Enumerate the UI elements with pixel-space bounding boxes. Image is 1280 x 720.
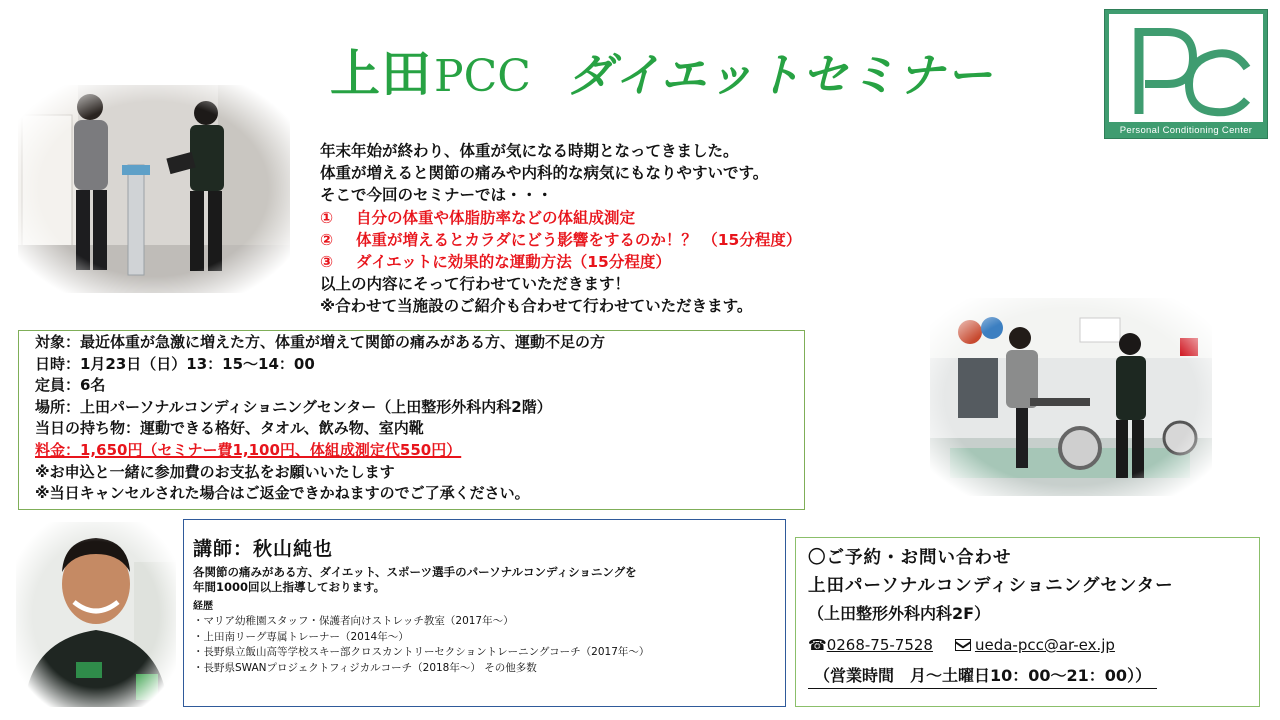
intro-line: 年末年始が終わり、体重が気になる時期となってきました。 [320, 142, 739, 160]
contact-email[interactable]: ueda-pcc@ar-ex.jp [974, 636, 1115, 654]
title-part3: ダイエットセミナー [566, 48, 994, 102]
detail-note-1: ※お申込と一緒に参加費のお支払をお願いいたします [35, 462, 395, 481]
photo-exercise-bike [930, 298, 1212, 496]
instructor-desc: 各関節の痛みがある方、ダイエット、スポーツ選手のパーソナルコンディショニングを 年間1000回以上指導しております。 [193, 565, 637, 594]
detail-fee: 料金：1,650円（セミナー費1,100円、体組成測定代550円） [35, 440, 462, 459]
contact-heading: 〇ご予約・お問い合わせ [808, 548, 1012, 568]
business-hours: （営業時間 月～土曜日10：00～21：00）） [808, 662, 1157, 689]
logo-emblem [1109, 14, 1263, 122]
contact-line [808, 632, 1259, 658]
page-title [330, 34, 994, 104]
intro-line: そこで今回のセミナーでは・・・ [320, 186, 553, 205]
detail-capacity: 定員：6名 [35, 376, 106, 395]
intro-item-1: ① 自分の体重や体脂肪率などの体組成測定 [320, 208, 636, 227]
detail-target: 対象：最近体重が急激に増えた方、体重が増えて関節の痛みがある方、運動不足の方 [35, 333, 606, 351]
pcc-logo [1104, 9, 1268, 139]
contact-phone[interactable]: 0268-75-7528 [826, 636, 933, 654]
career-item: ・上田南リーグ専属トレーナー（2014年～） [193, 630, 409, 643]
contact-center-name: 上田パーソナルコンディショニングセンター [808, 576, 1174, 596]
logo-letters-graphic [1109, 14, 1263, 122]
detail-place: 場所：上田パーソナルコンディショニングセンター（上田整形外科内科2階） [35, 397, 552, 416]
instructor-name: 講師：秋山純也 [193, 538, 334, 560]
career-item: ・マリア幼稚園スタッフ・保護者向けストレッチ教室（2017年～） [193, 615, 514, 627]
detail-note-2: ※当日キャンセルされた場合はご返金できかねますのでご了承ください。 [35, 484, 530, 503]
career-list [193, 614, 785, 676]
photo-body-composition-measurement [18, 85, 290, 293]
phone-icon: ☎ [808, 636, 827, 654]
intro-text [320, 140, 920, 318]
title-part2: PCC [434, 51, 531, 102]
intro-item-2: ② 体重が増えるとカラダにどう影響をするのか！？ （15分程度） [320, 230, 802, 249]
title-part1: 上田 [330, 45, 432, 103]
instructor-box [183, 519, 786, 707]
detail-datetime: 日時：1月23日（日）13：15～14：00 [35, 354, 315, 373]
mail-icon [955, 639, 971, 651]
career-item: ・長野県立飯山高等学校スキー部クロスカントリーセクショントレーニングコーチ（2017年～） [193, 646, 650, 658]
logo-caption: Personal Conditioning Center [1119, 125, 1253, 136]
intro-line: ※合わせて当施設のご紹介も合わせて行わせていただきます。 [320, 297, 753, 316]
contact-sub: （上田整形外科内科2F） [808, 604, 991, 623]
contact-box [795, 537, 1260, 707]
intro-line: 以上の内容にそって行わせていただきます！ [320, 275, 631, 294]
detail-belongings: 当日の持ち物：運動できる格好、タオル、飲み物、室内靴 [35, 419, 424, 438]
seminar-details-box [18, 330, 805, 510]
photo-instructor [16, 522, 176, 707]
career-label: 経歴 [193, 601, 213, 612]
career-item: ・長野県SWANプロジェクトフィジカルコーチ（2018年～） その他多数 [193, 661, 537, 674]
intro-item-3: ③ ダイエットに効果的な運動方法（15分程度） [320, 253, 671, 272]
intro-line: 体重が増えると関節の痛みや内科的な病気にもなりやすいです。 [320, 164, 769, 183]
